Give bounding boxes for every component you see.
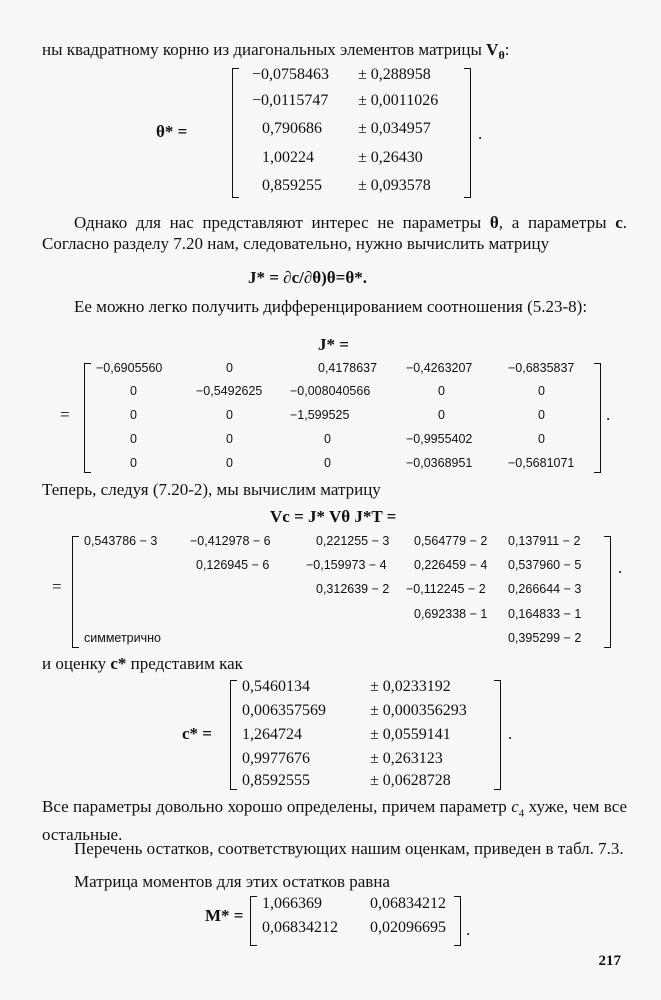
- c-r4-error: ± 0,263123: [370, 750, 443, 767]
- jstar-r3c1: 0: [130, 408, 137, 422]
- jstar-r5c3: 0: [324, 456, 331, 470]
- jstar-r1c2: 0: [226, 361, 233, 375]
- para5-text-a: Все параметры довольно хорошо определены, причем параметр: [42, 797, 512, 816]
- jstar-r2c4: 0: [438, 384, 445, 398]
- vc-r1c1: 0,543786 − 3: [84, 534, 158, 548]
- c-r3-error: ± 0,0559141: [370, 726, 451, 743]
- page-number: 217: [598, 953, 621, 969]
- para1-theta: θ: [489, 213, 499, 232]
- c-star-left-bracket: [230, 680, 237, 790]
- vc-r1c5: 0,137911 − 2: [508, 534, 581, 548]
- c-r1-error: ± 0,0233192: [370, 678, 451, 695]
- theta-r5-value: 0,859255: [262, 177, 322, 194]
- jstar-right-bracket: [594, 363, 601, 473]
- jstar-r1c3: 0,4178637: [318, 361, 378, 375]
- c-star-tail: .: [508, 724, 513, 743]
- theta-tail: .: [478, 124, 483, 143]
- theta-r4-error: ± 0,26430: [358, 149, 423, 166]
- m-r1c2: 0,06834212: [370, 895, 446, 912]
- intro-colon: :: [504, 40, 510, 59]
- jstar-r3c3: −1,599525: [290, 408, 350, 422]
- jstar-equals: =: [60, 405, 70, 424]
- jstar-r2c1: 0: [130, 384, 137, 398]
- vc-tail: .: [618, 558, 623, 577]
- vc-r3c4: −0,112245 − 2: [406, 582, 486, 596]
- para5-text-b: хуже, чем все остальные.: [42, 797, 627, 845]
- m-r2c2: 0,02096695: [370, 919, 446, 936]
- vc-left-bracket: [72, 536, 79, 648]
- theta-star-label: θ* =: [156, 122, 188, 141]
- jstar-r4c1: 0: [130, 432, 137, 446]
- paragraph-4: [42, 654, 243, 674]
- jstar-r4c2: 0: [226, 432, 233, 446]
- paragraph-2: Ее можно легко получить дифференцированием соотношения (5.23-8):: [74, 297, 588, 316]
- para5-c4: c: [511, 797, 519, 816]
- c-r4-value: 0,9977676: [242, 750, 310, 767]
- vc-r1c2: −0,412978 − 6: [190, 534, 271, 548]
- m-star-label: M* =: [205, 906, 244, 925]
- theta-left-bracket: [232, 68, 239, 198]
- vc-r5c5: 0,395299 − 2: [508, 631, 582, 645]
- c-r3-value: 1,264724: [242, 726, 302, 743]
- c-star-right-bracket: [494, 680, 501, 790]
- m-star-right-bracket: [454, 896, 461, 946]
- jstar-r2c5: 0: [538, 384, 545, 398]
- jstar-r5c5: −0,5681071: [508, 456, 575, 470]
- theta-r3-value: 0,790686: [262, 120, 322, 137]
- vc-symmetric-note: симметрично: [84, 631, 161, 645]
- m-r2c1: 0,06834212: [262, 919, 338, 936]
- c-r5-error: ± 0,0628728: [370, 772, 451, 789]
- vc-r2c5: 0,537960 − 5: [508, 558, 582, 572]
- jstar-r2c3: −0,008040566: [290, 384, 371, 398]
- para1-text-a: Однако для нас представляют интерес не параметры: [74, 213, 490, 232]
- paragraph-3: Теперь, следуя (7.20-2), мы вычислим матрицу: [42, 480, 381, 499]
- jstar-r5c4: −0,0368951: [406, 456, 473, 470]
- c-r1-value: 0,5460134: [242, 678, 310, 695]
- paragraph-6: Перечень остатков, соответствующих нашим оценкам, приведен в табл. 7.3.: [74, 839, 624, 858]
- vc-r1c3: 0,221255 − 3: [316, 534, 390, 548]
- jstar-r3c5: 0: [538, 408, 545, 422]
- vc-r2c4: 0,226459 − 4: [414, 558, 488, 572]
- theta-r4-value: 1,00224: [262, 149, 314, 166]
- intro-line: [42, 40, 509, 63]
- vc-r4c4: 0,692338 − 1: [414, 607, 488, 621]
- vc-right-bracket: [604, 536, 611, 648]
- c-r5-value: 0,8592555: [242, 772, 310, 789]
- para5-c4-sub: 4: [518, 807, 525, 820]
- vc-equals: =: [52, 577, 62, 596]
- jstar-r1c1: −0,6905560: [96, 361, 163, 375]
- theta-r3-error: ± 0,034957: [358, 120, 431, 137]
- theta-r1-value: −0,0758463: [252, 66, 330, 83]
- para1-text-c: . Согласно разделу 7.20 нам, следовательно, нужно вычислить матрицу: [42, 213, 627, 253]
- matrix-v-symbol: V: [486, 40, 499, 59]
- theta-right-bracket: [464, 68, 471, 198]
- theta-r5-error: ± 0,093578: [358, 177, 431, 194]
- vc-definition: Vc = J* Vθ J*T =: [270, 507, 397, 526]
- para4-text-b: представим как: [126, 654, 243, 673]
- jstar-r4c4: −0,9955402: [406, 432, 473, 446]
- para4-c-star: c*: [110, 654, 127, 673]
- jstar-r1c4: −0,4263207: [406, 361, 473, 375]
- intro-text: ны квадратному корню из диагональных элементов матрицы: [42, 40, 487, 59]
- jstar-r3c4: 0: [438, 408, 445, 422]
- vc-r2c2: 0,126945 − 6: [196, 558, 270, 572]
- jstar-left-bracket: [84, 363, 91, 473]
- theta-r2-value: −0,0115747: [252, 92, 329, 109]
- para4-text-a: и оценку: [42, 654, 111, 673]
- jstar-r5c2: 0: [226, 456, 233, 470]
- jstar-r1c5: −0,6835837: [508, 361, 575, 375]
- para1-c: c: [615, 213, 623, 232]
- c-r2-error: ± 0,000356293: [370, 702, 467, 719]
- m-r1c1: 1,066369: [262, 895, 322, 912]
- vc-r1c4: 0,564779 − 2: [414, 534, 488, 548]
- jstar-r4c5: 0: [538, 432, 545, 446]
- matrix-v-subscript: θ: [498, 48, 505, 62]
- c-r2-value: 0,006357569: [242, 702, 326, 719]
- theta-r2-error: ± 0,0011026: [358, 92, 439, 109]
- jstar-r4c3: 0: [324, 432, 331, 446]
- paragraph-1: [42, 212, 627, 254]
- paragraph-7: Матрица моментов для этих остатков равна: [74, 872, 390, 891]
- vc-r4c5: 0,164833 − 1: [508, 607, 582, 621]
- jstar-r5c1: 0: [130, 456, 137, 470]
- vc-r3c3: 0,312639 − 2: [316, 582, 390, 596]
- m-star-left-bracket: [250, 896, 257, 946]
- vc-r2c3: −0,159973 − 4: [306, 558, 387, 572]
- para1-text-b: , а параметры: [498, 213, 616, 232]
- jstar-r3c2: 0: [226, 408, 233, 422]
- m-star-tail: .: [466, 920, 471, 939]
- jstar-tail: .: [606, 405, 611, 424]
- theta-r1-error: ± 0,288958: [358, 66, 431, 83]
- vc-r3c5: 0,266644 − 3: [508, 582, 582, 596]
- c-star-label: c* =: [182, 724, 212, 743]
- jstar-r2c2: −0,5492625: [196, 384, 263, 398]
- jstar-definition: J* = ∂c/∂θ)θ=θ*.: [248, 268, 367, 287]
- jstar-label: J* =: [318, 335, 349, 354]
